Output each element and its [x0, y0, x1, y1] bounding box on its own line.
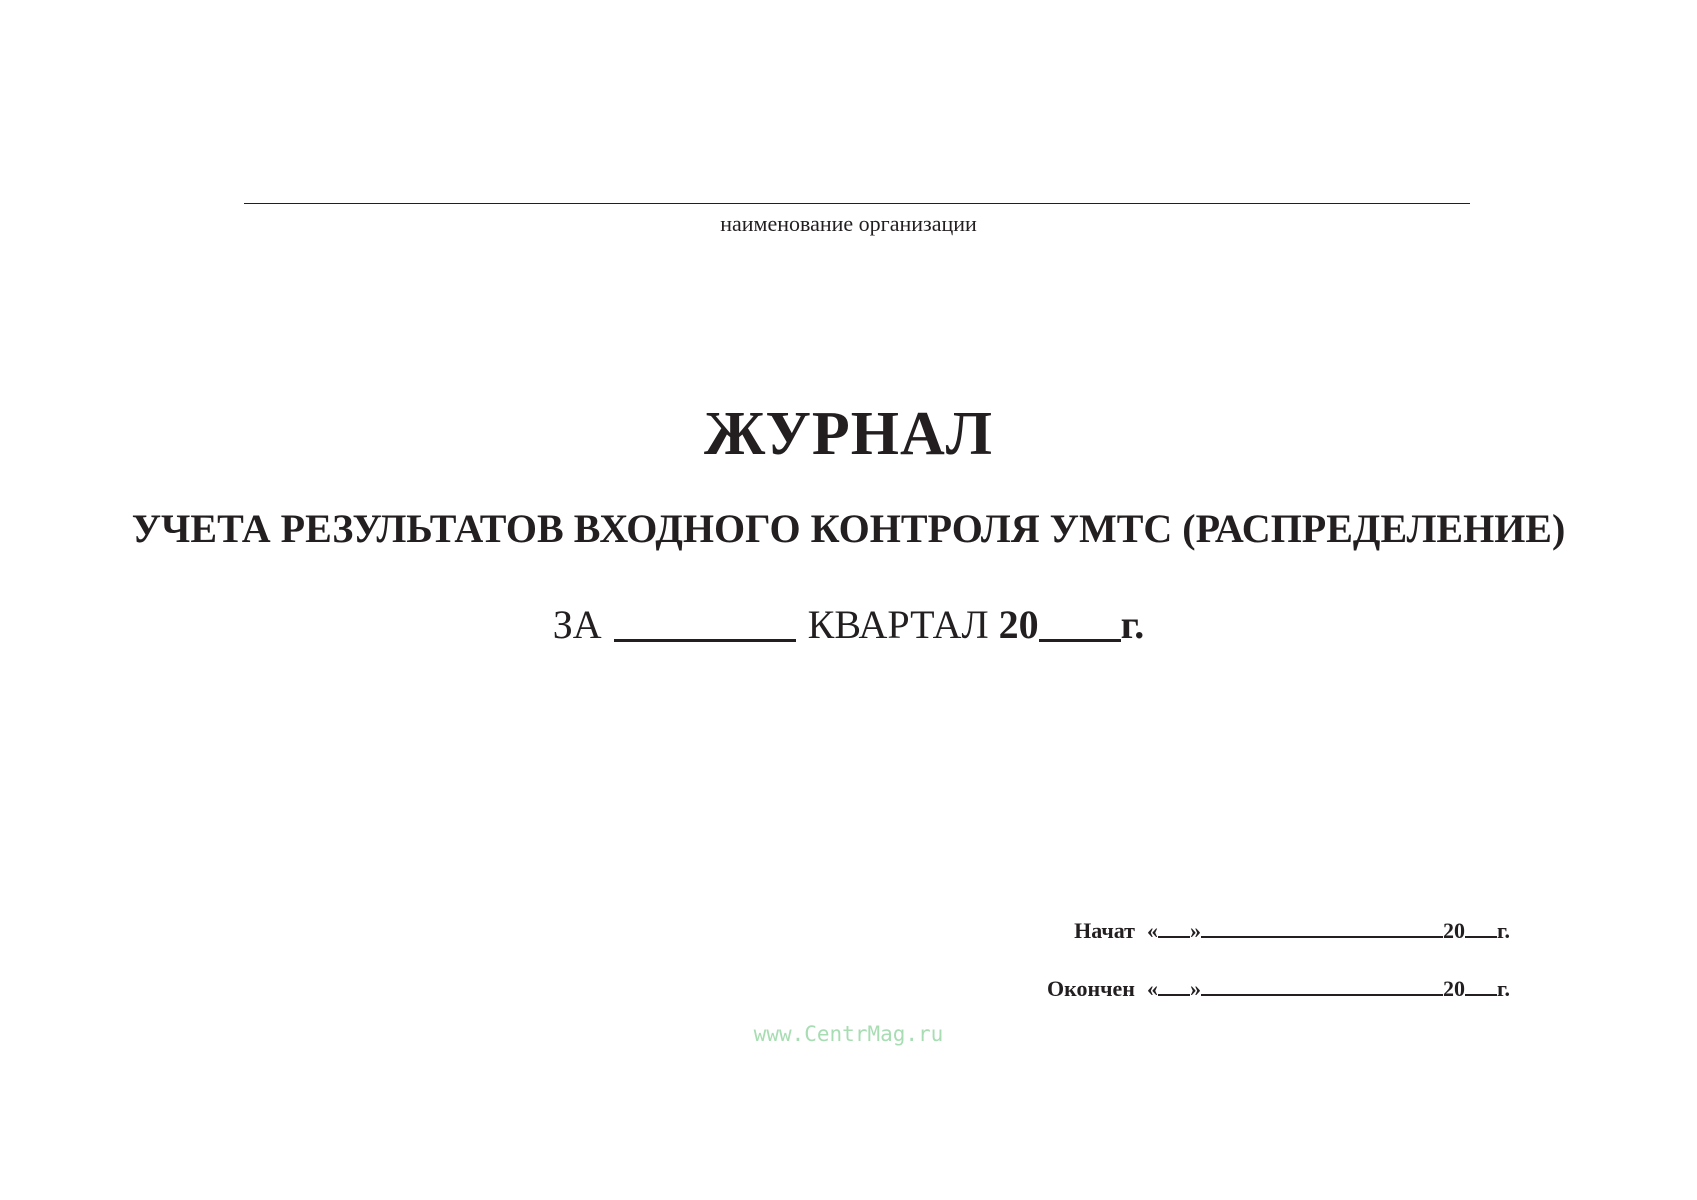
- year-suffix: г.: [1496, 918, 1510, 943]
- open-quote: «: [1146, 918, 1158, 943]
- end-date-label: Окончен: [1046, 976, 1135, 1001]
- year-blank: [1465, 994, 1497, 996]
- close-quote: »: [1189, 976, 1201, 1001]
- year-blank: [1039, 639, 1121, 642]
- start-date-label: Начат: [1074, 918, 1135, 943]
- period-year-suffix: г.: [1120, 602, 1145, 647]
- quarter-blank: [614, 639, 796, 642]
- period-year-prefix: 20: [998, 602, 1039, 647]
- month-blank: [1201, 936, 1443, 938]
- period-prefix: ЗА: [552, 602, 602, 647]
- dates-block: [1000, 918, 1510, 1034]
- document-title: ЖУРНАЛ: [704, 400, 993, 468]
- open-quote: «: [1146, 976, 1158, 1001]
- year-blank: [1465, 936, 1497, 938]
- start-date-row: [1000, 918, 1510, 976]
- year-prefix: 20: [1442, 918, 1465, 943]
- period-line: [0, 600, 1697, 650]
- year-suffix: г.: [1496, 976, 1510, 1001]
- day-blank: [1158, 994, 1190, 996]
- organization-name-line: [244, 203, 1470, 204]
- day-blank: [1158, 936, 1190, 938]
- close-quote: »: [1189, 918, 1201, 943]
- year-prefix: 20: [1442, 976, 1465, 1001]
- month-blank: [1201, 994, 1443, 996]
- organization-caption: наименование организации: [720, 211, 977, 236]
- document-subtitle: УЧЕТА РЕЗУЛЬТАТОВ ВХОДНОГО КОНТРОЛЯ УМТС (РАСПРЕДЕЛЕНИЕ): [131, 506, 1566, 551]
- watermark: www.CentrMag.ru: [753, 1022, 944, 1046]
- period-middle: КВАРТАЛ: [807, 602, 989, 647]
